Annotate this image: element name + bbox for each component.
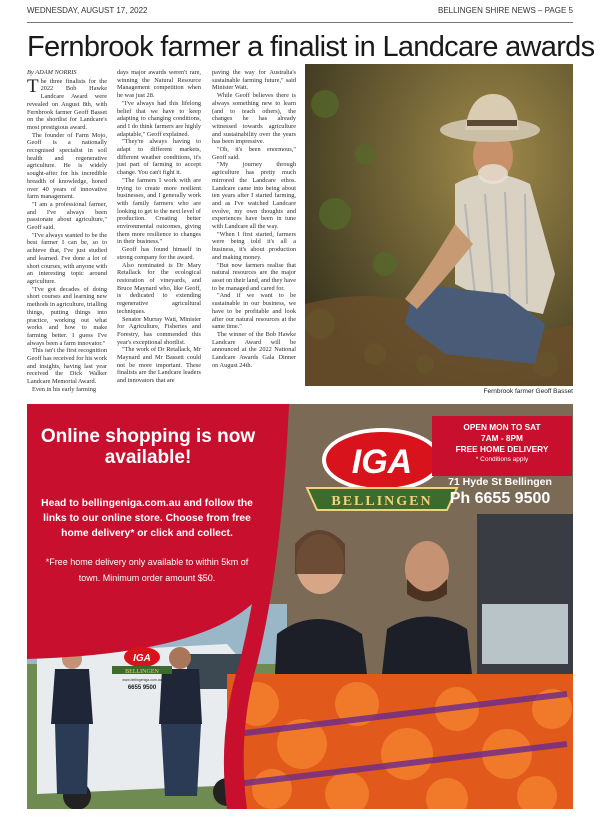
photo-caption: Fernbrook farmer Geoff Basset: [483, 388, 573, 395]
page-header: [27, 6, 573, 20]
paragraph: "They're always having to adapt to different markets, different weather conditions, it's just part of farming to accept change. You can't fight it.: [117, 138, 201, 177]
iga-advertisement: [27, 404, 573, 809]
hours-days: OPEN MON TO SAT: [463, 422, 541, 432]
van-phone-text: 6655 9500: [127, 685, 157, 691]
paragraph: "And if we want to be sustainable in our business, we have to be profitable and look after our natural resources at the same time.": [212, 292, 296, 331]
paragraph: days major awards weren't rare, winning the Natural Resource Management competition when he was just 28.: [117, 69, 201, 100]
paragraph: Geoff has found himself in strong company for the award.: [117, 246, 201, 261]
opening-hours-box: [432, 416, 572, 476]
byline: By ADAM NORRIS: [27, 69, 77, 76]
van-iga-logo: [107, 644, 177, 694]
article-headline: Fernbrook farmer a finalist in Landcare awards: [27, 31, 595, 63]
lead-paragraph: The three finalists for the 2022 Bob Hawke Landcare Award were revealed on August 8th, with Fernbrook farmer Geoff Basset on the shortlist for Landcare's most prestigious award.: [27, 75, 107, 131]
issue-date: WEDNESDAY, AUGUST 17, 2022: [27, 6, 148, 15]
article-column-2: [117, 69, 201, 385]
paragraph: This isn't the first recognition Geoff has received for his work and insights, having last year received the Dick Walker Landcare Memorial Award.: [27, 347, 107, 386]
ad-headline: Online shopping is now available!: [40, 426, 256, 468]
paragraph: "I am a professional farmer, and I've always been passionate about agriculture," Geoff said.: [27, 200, 107, 232]
iga-banner-text: BELLINGEN: [331, 494, 433, 509]
ad-delivery-note: *Free home delivery only available to within 5km of town. Minimum order amount $50.: [45, 557, 249, 583]
paragraph: Senator Murray Watt, Minister for Agriculture, Fisheries and Forestry, has commended this year's exceptional shortlist.: [117, 315, 201, 346]
paragraph: "The work of Dr Retallack, Mr Maynard and Mr Bassett could not be more important. These finalists are the Landcare leaders and innovators that are: [117, 346, 201, 385]
paragraph: Also nominated is Dr Mary Retallack for the ecological restoration of vineyards, and Bruce Maynard who, like Geoff, is dedicated to extending regenerative agricultural techniques.: [117, 261, 201, 315]
paragraph: "I've got decades of doing short courses and learning new methods in agriculture, trialling things, putting things into practice, working out what works and how to make farming better. I guess I've always been a farm innovator.": [27, 285, 107, 347]
header-rule: [27, 22, 573, 23]
van-sign: [107, 644, 177, 694]
paragraph: "But now farmers realise that natural resources are the major asset on their land, and they have to be managed and cared for.: [212, 261, 296, 292]
paragraph: While Geoff believes there is always something new to learn (and to teach others), the changes he has already witnessed towards agriculture and sustainability over the years has been impressive.: [212, 92, 296, 146]
van-web-text: www.bellingeniga.com.au: [122, 678, 162, 682]
iga-logo-text: IGA: [351, 443, 413, 481]
paragraph: "I've always wanted to be the best farmer I can be, so to achieve that, I've just studied and learned. I've done a lot of short courses, with anyone with an interesting topic around agriculture.: [27, 231, 107, 285]
ad-body-text: Head to bellingeniga.com.au and follow the links to our online store. Choose from free home delivery* or click and collect.: [41, 498, 253, 539]
farmer-photo: [305, 64, 573, 386]
paragraph: The founder of Farm Mojo, Geoff is a nationally recognised specialist in soil health and regenerative agriculture. He is widely sought-after for his incredible breadth of knowledge, honed over 40 years of innovative farm management.: [27, 131, 107, 201]
store-address: 71 Hyde St Bellingen: [448, 476, 552, 488]
page-label: BELLINGEN SHIRE NEWS – PAGE 5: [437, 6, 573, 15]
drop-cap: T: [27, 75, 39, 97]
hours-time: 7AM - 8PM: [481, 433, 523, 443]
paragraph: "Oh, it's been enormous," Geoff said.: [212, 146, 296, 161]
store-contact: [427, 476, 573, 509]
paragraph: "My journey through agriculture has pretty much mirrored the Landcare ethos. Landcare came into being about ten years after I started farming, and as I've watched Landcare evolve, my own thoughts and experiences have been in tune with Landcare all the way.: [212, 161, 296, 231]
van-banner-text: BELLINGEN: [125, 669, 159, 675]
paragraph: Even in his early farming: [32, 385, 96, 393]
paragraph: "I've always had this lifelong belief that we have to keep adapting to changing conditions, and I do think farmers are highly adaptable," Geoff explained.: [117, 99, 201, 138]
article-column-1: [27, 69, 107, 394]
store-phone: Ph 6655 9500: [449, 490, 551, 507]
paragraph: The winner of the Bob Hawke Landcare Award will be announced at the 2022 National Landcare Awards Gala Dinner on August 24th.: [212, 330, 296, 369]
paragraph: "The farmers I work with are trying to create more resilient businesses, and I generally work with family farmers who are looking to get to the next level of production. Creating better environmental outcomes, giving them more resilience to changes in their business.": [117, 176, 201, 246]
conditions-note: * Conditions apply: [475, 456, 529, 463]
paragraph: "When I first started, farmers were being told it's all a business, it's about production and making money.: [212, 230, 296, 261]
free-delivery-label: FREE HOME DELIVERY: [455, 444, 549, 454]
paragraph: paving the way for Australia's sustainable farming future," said Minister Watt.: [212, 69, 296, 92]
farmer-illustration: [305, 64, 573, 386]
article-column-3: [212, 69, 296, 369]
van-logo-text: IGA: [133, 653, 151, 664]
